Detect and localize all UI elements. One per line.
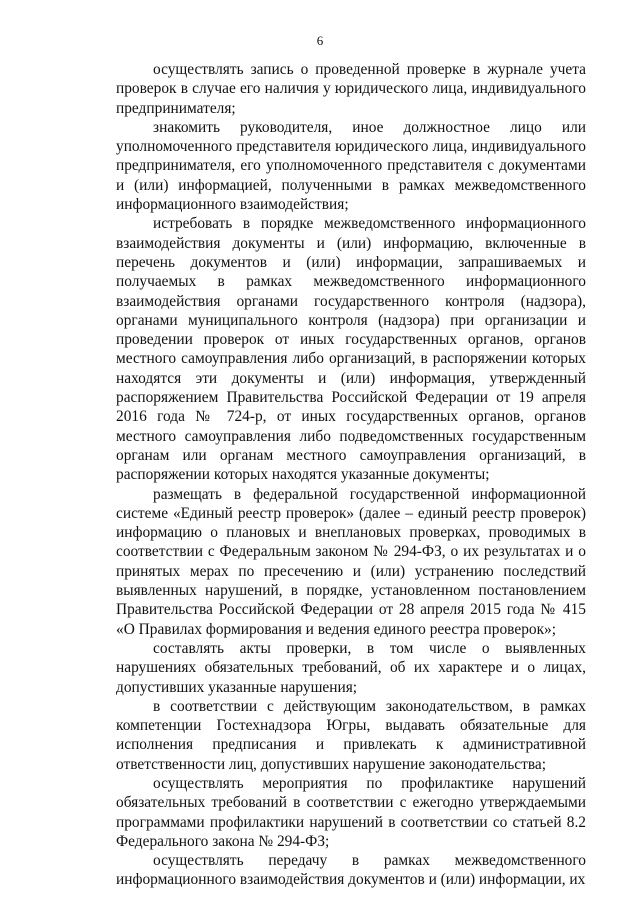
paragraph-request-documents: истребовать в порядке межведомственного информационного взаимодействия документы и (или) информацию, включенные в перечень документов и (или) информации, запрашиваемых и получаемых в рамках межведомственного информационного взаимодействия органами государственного контроля (надзора), органами муниципального контроля (надзора) при организации и проведении проверок от иных государственных органов, органов местного самоуправления либо организаций, в распоряжении которых находятся эти документы и (или) информация, утвержденный распоряжением Правительства Российской Федерации от 19 апреля 2016 года № 724-р, от иных государственных органов, органов местного самоуправления либо подведомственных государственным органам или органам местного самоуправления организаций, в распоряжении которых находятся указанные документы; xyxy=(116,215,586,484)
paragraph-register-inspections: размещать в федеральной государственной информационной системе «Единый реестр проверок» (далее – единый реестр проверок) информацию о плановых и внеплановых проверках, проводимых в соответствии с Федеральным законом № 294-ФЗ, о их результатах и о принятых мерах по пресечению и (или) устранению последствий выявленных нарушений, в порядке, установленном постановлением Правительства Российской Федерации от 28 апреля 2015 года № 415 «О Правилах формирования и ведения единого реестра проверок»; xyxy=(116,485,586,638)
document-body xyxy=(116,60,586,890)
paragraph-transfer: осуществлять передачу в рамках межведомственного информационного взаимодействия документов и (или) информации, их xyxy=(116,852,586,889)
paragraph-inspection-acts: составлять акты проверки, в том числе о выявленных нарушениях обязательных требований, об их характере и о лицах, допустивших указанные нарушения; xyxy=(116,639,586,696)
paragraph-familiarize: знакомить руководителя, иное должностное лицо или уполномоченного представителя юридического лица, индивидуального предпринимателя, его уполномоченного представителя с документами и (или) информацией, полученными в рамках межведомственного информационного взаимодействия; xyxy=(116,118,586,214)
page-number: 6 xyxy=(316,33,324,48)
paragraph-prescriptions: в соответствии с действующим законодательством, в рамках компетенции Гостехнадзора Югры, выдавать обязательные для исполнения предписания и привлекать к административной ответственности лиц, допустивших нарушение законодательства; xyxy=(116,697,586,773)
paragraph-prevention: осуществлять мероприятия по профилактике нарушений обязательных требований в соответствии с ежегодно утверждаемыми программами профилактики нарушений в соответствии со статьей 8.2 Федерального закона № 294-ФЗ; xyxy=(116,774,586,850)
paragraph-journal-record: осуществлять запись о проведенной проверке в журнале учета проверок в случае его наличия у юридического лица, индивидуального предпринимателя; xyxy=(116,61,586,117)
